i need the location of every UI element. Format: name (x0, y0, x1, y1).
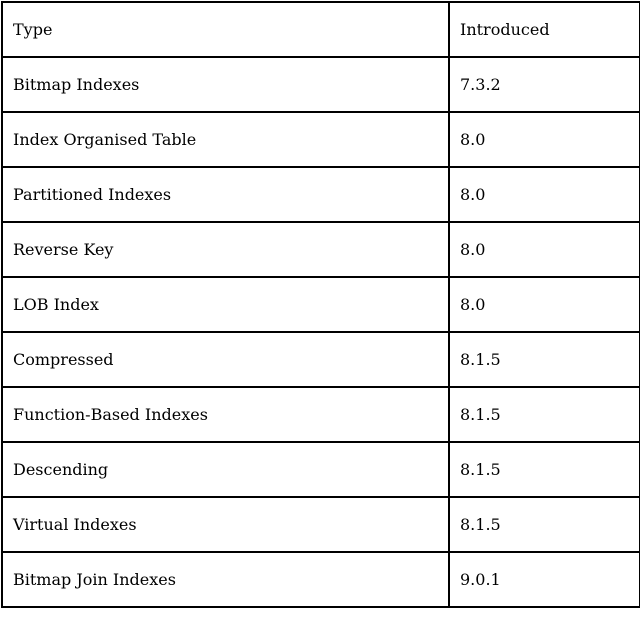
table-row (2, 332, 640, 387)
table-row (2, 552, 640, 607)
introduced-cell: 8.0 (449, 112, 640, 167)
index-types-table (1, 1, 640, 608)
introduced-cell: 9.0.1 (449, 552, 640, 607)
table-row (2, 57, 640, 112)
type-cell: Bitmap Indexes (2, 57, 449, 112)
table-row (2, 167, 640, 222)
type-cell: Function-Based Indexes (2, 387, 449, 442)
type-cell: Compressed (2, 332, 449, 387)
introduced-cell: 7.3.2 (449, 57, 640, 112)
type-cell: Index Organised Table (2, 112, 449, 167)
table-row (2, 277, 640, 332)
header-introduced: Introduced (449, 2, 640, 57)
introduced-cell: 8.1.5 (449, 442, 640, 497)
table-row (2, 497, 640, 552)
type-cell: Partitioned Indexes (2, 167, 449, 222)
table-row (2, 442, 640, 497)
header-row (2, 2, 640, 57)
table-row (2, 112, 640, 167)
header-type: Type (2, 2, 449, 57)
table-row (2, 387, 640, 442)
type-cell: Reverse Key (2, 222, 449, 277)
introduced-cell: 8.0 (449, 222, 640, 277)
introduced-cell: 8.1.5 (449, 387, 640, 442)
type-cell: LOB Index (2, 277, 449, 332)
introduced-cell: 8.1.5 (449, 332, 640, 387)
table-row (2, 222, 640, 277)
type-cell: Descending (2, 442, 449, 497)
type-cell: Bitmap Join Indexes (2, 552, 449, 607)
introduced-cell: 8.0 (449, 167, 640, 222)
introduced-cell: 8.0 (449, 277, 640, 332)
introduced-cell: 8.1.5 (449, 497, 640, 552)
type-cell: Virtual Indexes (2, 497, 449, 552)
